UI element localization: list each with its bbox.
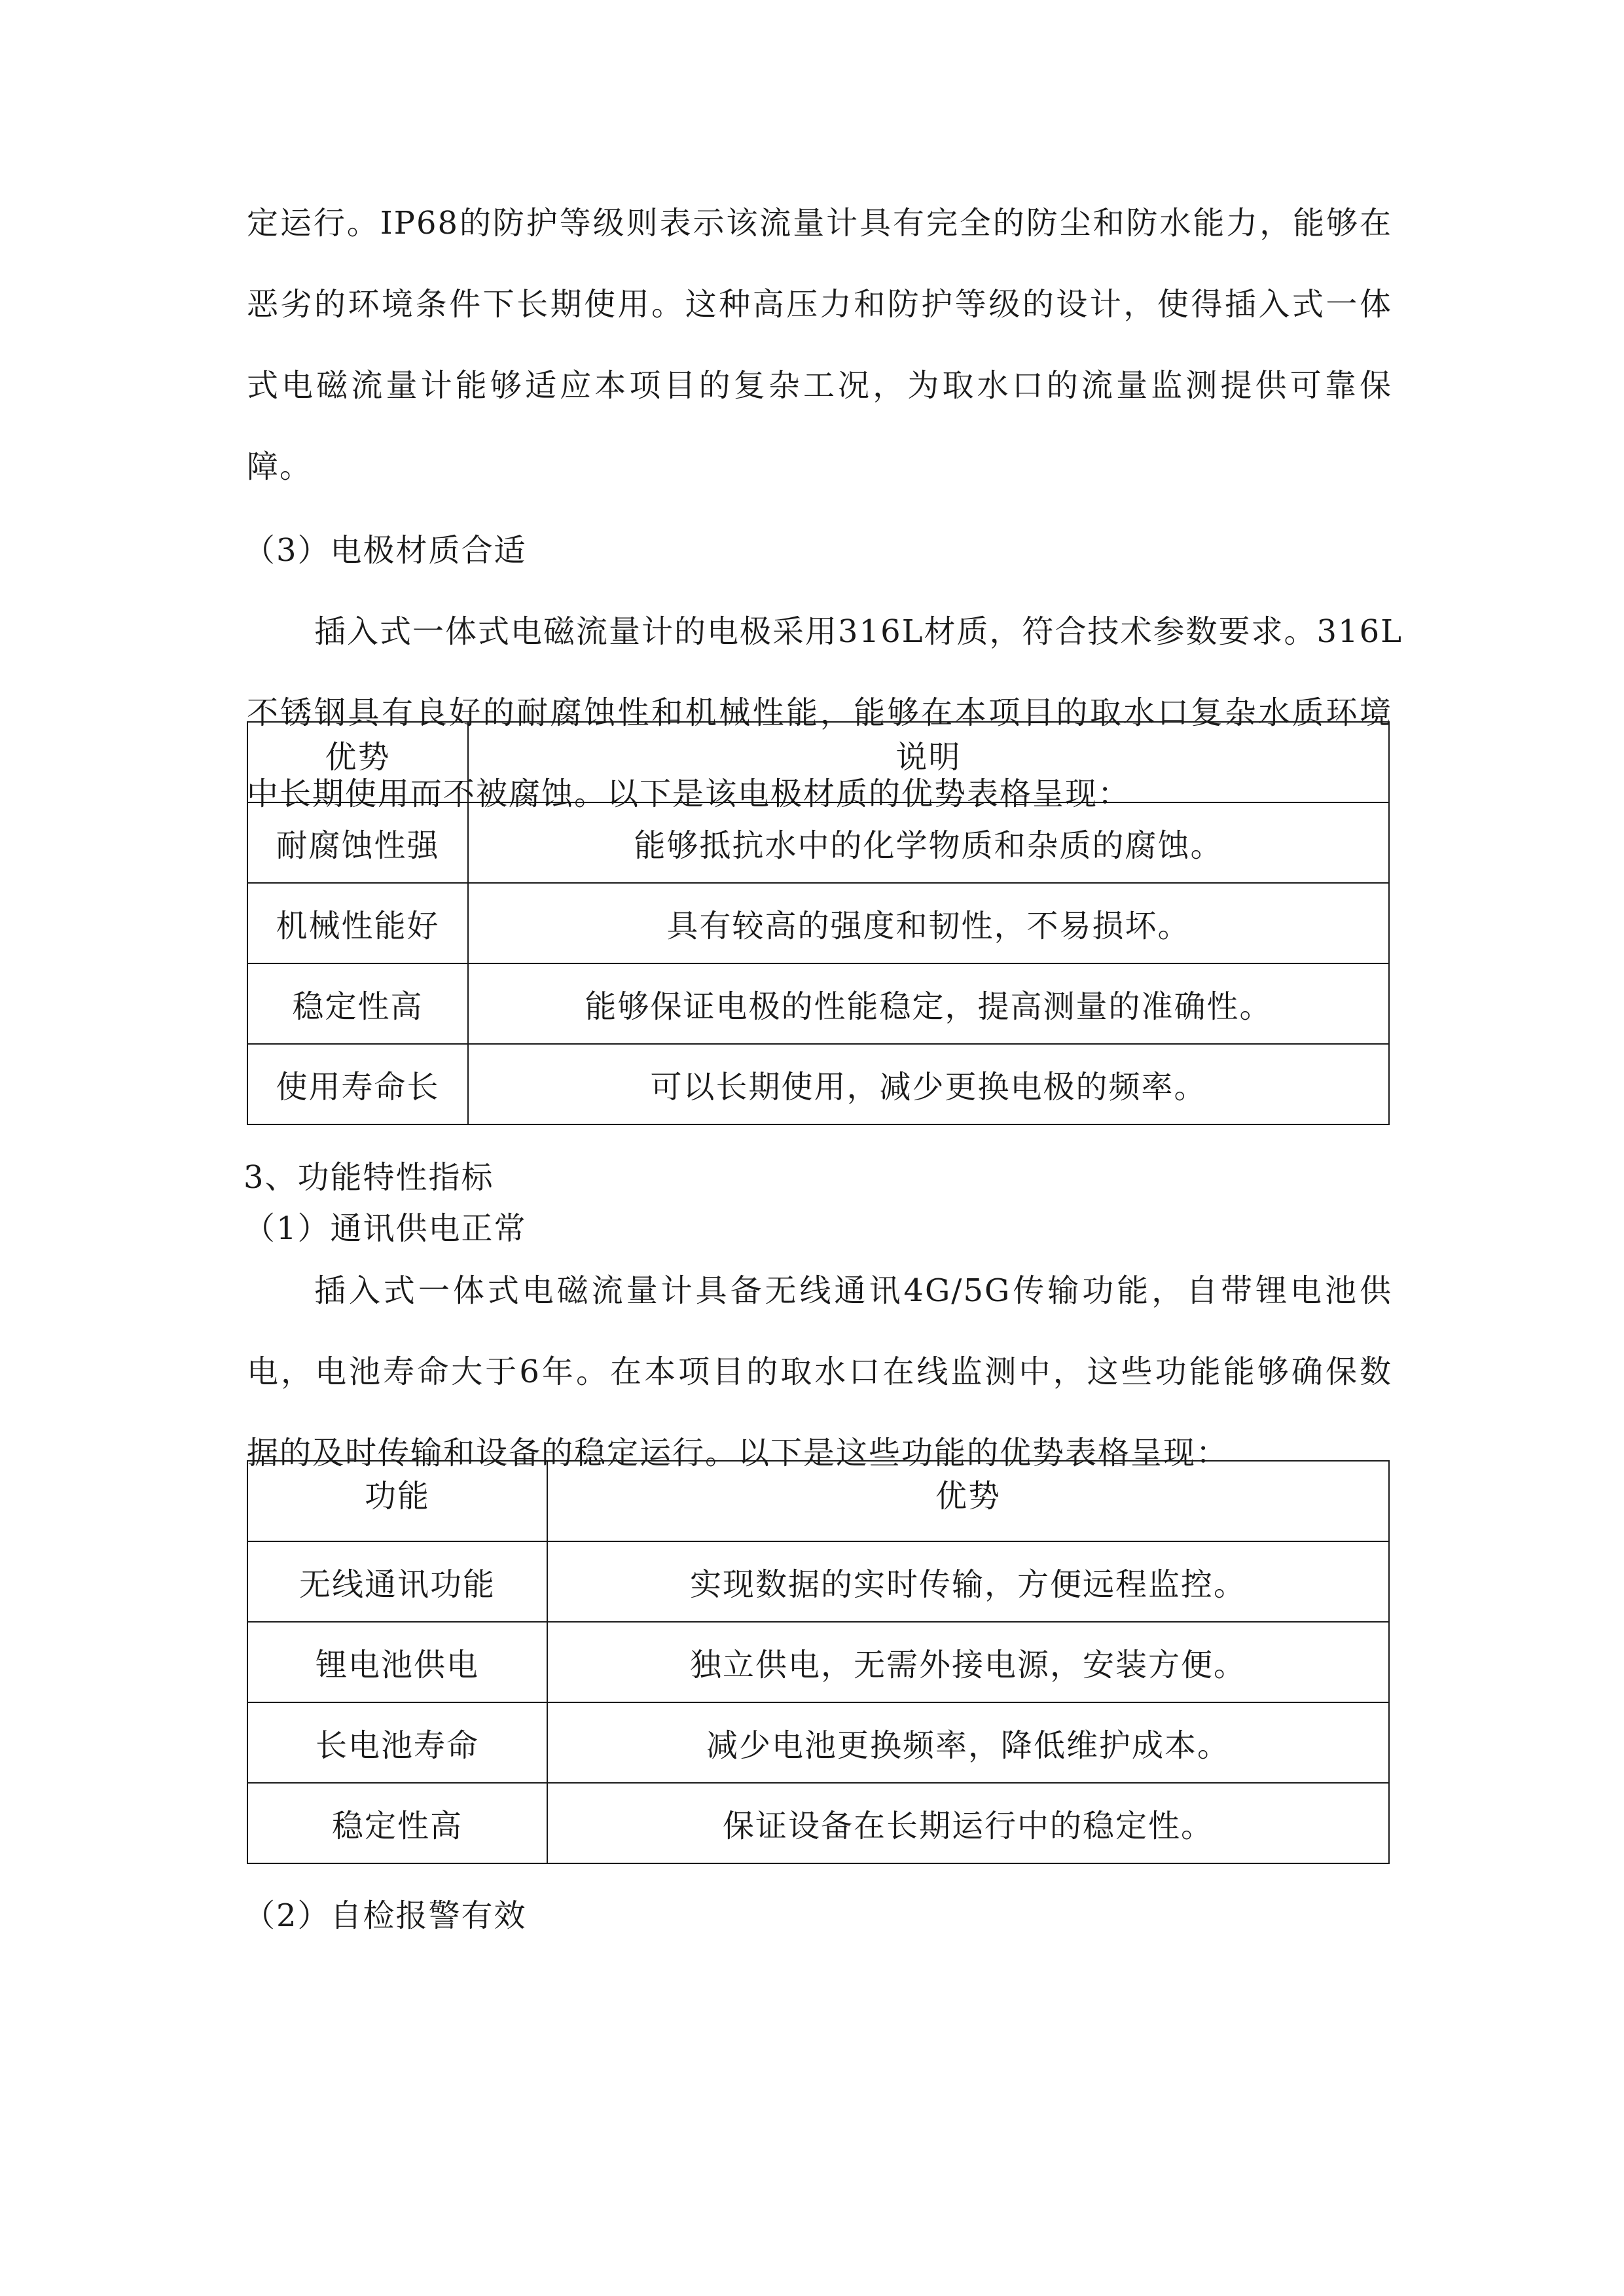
paragraph-line: 恶劣的环境条件下长期使用。这种高压力和防护等级的设计，使得插入式一体 [247,286,1392,323]
table-cell: 使用寿命长 [247,1044,468,1124]
paragraph-line: 电，电池寿命大于6年。在本项目的取水口在线监测中，这些功能能够确保数 [247,1354,1392,1390]
table-cell: 能够抵抗水中的化学物质和杂质的腐蚀。 [468,802,1389,883]
table-header-cell: 优势 [547,1461,1389,1541]
table-row [247,1702,1389,1783]
subsection-heading-selfcheck: （2）自检报警有效 [244,1897,527,1934]
table-header-cell: 功能 [247,1461,547,1541]
subsection-heading-communication: （1）通讯供电正常 [244,1210,527,1247]
paragraph-line: 插入式一体式电磁流量计的电极采用316L材质，符合技术参数要求。316L [314,613,1403,650]
table-row [247,1783,1389,1863]
function-advantage-table [247,1460,1390,1864]
table-row [247,1044,1389,1124]
table-cell: 机械性能好 [247,883,468,963]
table-cell: 减少电池更换频率，降低维护成本。 [547,1702,1389,1783]
electrode-advantage-table [247,721,1390,1125]
section-heading-function: 3、功能特性指标 [244,1159,494,1196]
paragraph-line: 式电磁流量计能够适应本项目的复杂工况，为取水口的流量监测提供可靠保 [247,367,1392,404]
table-cell: 稳定性高 [247,1783,547,1863]
table-cell: 稳定性高 [247,963,468,1044]
table-header-row [247,722,1389,802]
table-header-row [247,1461,1389,1541]
table-row [247,802,1389,883]
table-row [247,1622,1389,1702]
paragraph-line: 据的及时传输和设备的稳定运行。以下是这些功能的优势表格呈现： [247,1435,1229,1471]
table-cell: 能够保证电极的性能稳定，提高测量的准确性。 [468,963,1389,1044]
table-cell: 实现数据的实时传输，方便远程监控。 [547,1541,1389,1622]
table-row [247,1541,1389,1622]
table-cell: 长电池寿命 [247,1702,547,1783]
table-header-cell: 优势 [247,722,468,802]
table-cell: 锂电池供电 [247,1622,547,1702]
table-row [247,963,1389,1044]
paragraph-line: 障。 [247,448,313,485]
table-cell: 保证设备在长期运行中的稳定性。 [547,1783,1389,1863]
table-row [247,883,1389,963]
section-heading-electrode: （3）电极材质合适 [244,532,527,569]
paragraph-line: 定运行。IP68的防护等级则表示该流量计具有完全的防尘和防水能力，能够在 [247,205,1392,242]
paragraph-line: 不锈钢具有良好的耐腐蚀性和机械性能，能够在本项目的取水口复杂水质环境 [247,694,1392,731]
table-cell: 独立供电，无需外接电源，安装方便。 [547,1622,1389,1702]
table-cell: 无线通讯功能 [247,1541,547,1622]
table-cell: 耐腐蚀性强 [247,802,468,883]
table-cell: 具有较高的强度和韧性，不易损坏。 [468,883,1389,963]
paragraph-line: 中长期使用而不被腐蚀。以下是该电极材质的优势表格呈现： [247,776,1131,812]
table-cell: 可以长期使用，减少更换电极的频率。 [468,1044,1389,1124]
paragraph-line: 插入式一体式电磁流量计具备无线通讯4G/5G传输功能，自带锂电池供 [314,1272,1392,1309]
table-header-cell: 说明 [468,722,1389,802]
